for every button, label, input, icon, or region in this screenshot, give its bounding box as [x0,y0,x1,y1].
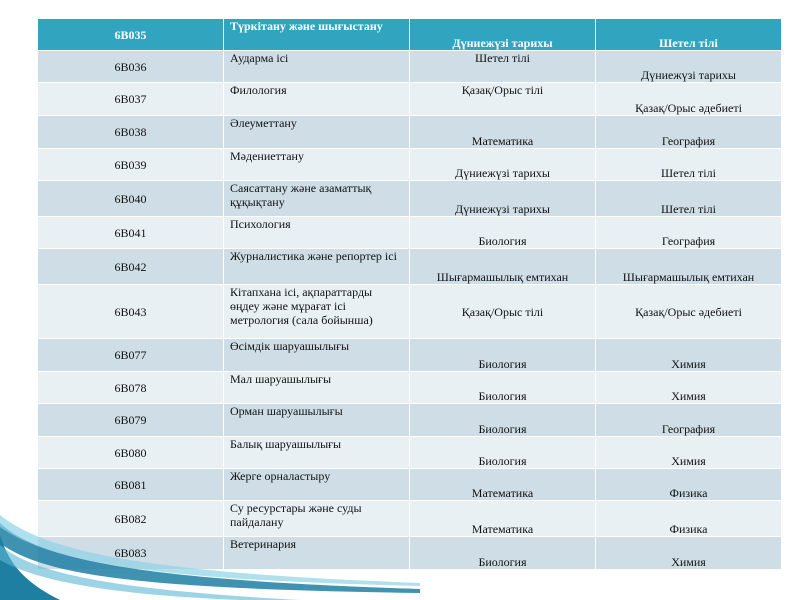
subject2-cell: Физика [596,501,782,537]
corner-swoosh-decoration [0,505,420,600]
specialty-cell: Кітапхана ісі, ақпараттарды өңдеу және мұрағат ісі метрология (сала бойынша) [224,285,410,339]
subject2-cell: Физика [596,469,782,501]
subject1-cell: Биология [410,437,596,469]
specialty-cell: Әлеуметтану [224,116,410,149]
subject2-cell: Химия [596,437,782,469]
code-cell: 6B082 [38,501,224,537]
subject1-cell: Шығармашылық емтихан [410,249,596,285]
table-row [38,249,782,285]
subject1-cell: Биология [410,339,596,372]
specialty-cell: Ветеринария [224,537,410,570]
code-cell: 6B042 [38,249,224,285]
admission-table [37,18,782,570]
subject1-cell: Биология [410,372,596,404]
code-cell: 6B040 [38,181,224,217]
subject2-cell: Шетел тілі [596,149,782,181]
subject1-cell: Дүниежүзі тарихы [410,149,596,181]
subject1-cell: Шетел тілі [410,51,596,83]
code-cell: 6B081 [38,469,224,501]
table-body [38,19,782,570]
code-cell: 6B039 [38,149,224,181]
specialty-cell: Аударма ісі [224,51,410,83]
code-cell: 6B043 [38,285,224,339]
table-row [38,285,782,339]
specialty-cell: Мал шаруашылығы [224,372,410,404]
code-cell: 6B083 [38,537,224,570]
subject1-cell: Биология [410,217,596,249]
subject1-cell: Қазақ/Орыс тілі [410,83,596,116]
subject1-cell: Математика [410,501,596,537]
subject1-cell: Дүниежүзі тарихы [410,19,596,51]
table-row [38,372,782,404]
subject1-cell: Биология [410,404,596,437]
subject1-cell: Математика [410,116,596,149]
subject2-cell: Дүниежүзі тарихы [596,51,782,83]
subject2-cell: Қазақ/Орыс әдебиеті [596,83,782,116]
specialty-cell: Журналистика және репортер ісі [224,249,410,285]
specialty-cell: Саясаттану және азаматтық құқықтану [224,181,410,217]
code-cell: 6B035 [38,19,224,51]
specialty-cell: Су ресурстары және суды пайдалану [224,501,410,537]
subject2-cell: Химия [596,339,782,372]
code-cell: 6B038 [38,116,224,149]
subject2-cell: Химия [596,537,782,570]
specialty-cell: Орман шаруашылығы [224,404,410,437]
table-row [38,83,782,116]
subject2-cell: Шығармашылық емтихан [596,249,782,285]
subject1-cell: Қазақ/Орыс тілі [410,285,596,339]
subject2-cell: География [596,217,782,249]
specialty-cell: Түркітану және шығыстану [224,19,410,51]
specialty-cell: Мәдениеттану [224,149,410,181]
code-cell: 6B077 [38,339,224,372]
specialty-cell: Өсімдік шаруашылығы [224,339,410,372]
subject2-cell: Шетел тілі [596,19,782,51]
subject2-cell: География [596,404,782,437]
subject2-cell: Химия [596,372,782,404]
subject1-cell: Дүниежүзі тарихы [410,181,596,217]
code-cell: 6B037 [38,83,224,116]
table-row [38,181,782,217]
table-row [38,437,782,469]
table-row [38,404,782,437]
table-row [38,339,782,372]
code-cell: 6B041 [38,217,224,249]
table-row [38,51,782,83]
specialty-cell: Филология [224,83,410,116]
table-row [38,469,782,501]
table-row [38,217,782,249]
code-cell: 6B078 [38,372,224,404]
table-row [38,149,782,181]
subject2-cell: География [596,116,782,149]
code-cell: 6B079 [38,404,224,437]
subject2-cell: Шетел тілі [596,181,782,217]
subject2-cell: Қазақ/Орыс әдебиеті [596,285,782,339]
subject1-cell: Математика [410,469,596,501]
specialty-cell: Психология [224,217,410,249]
table-row [38,116,782,149]
code-cell: 6B080 [38,437,224,469]
table-header-row [38,19,782,51]
subject1-cell: Биология [410,537,596,570]
code-cell: 6B036 [38,51,224,83]
specialty-cell: Балық шаруашылығы [224,437,410,469]
specialty-cell: Жерге орналастыру [224,469,410,501]
